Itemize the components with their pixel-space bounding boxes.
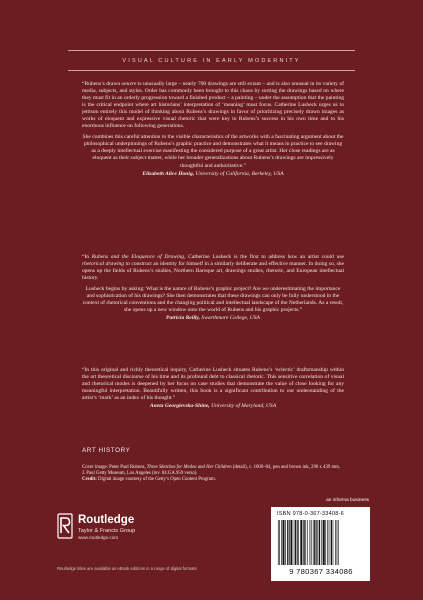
blurb-paragraph-3: “In Rubens and the Eloquence of Drawing, Catherine Lusheck is the first to address how an artist could use rhetorical drawing to construct an identity for himself in a similarly deliberate and effective manner. In doing so, she opens up the fields of Rubens’s studies, Northern Baroque art, drawings studies, rhetoric, and European intellectual history. xyxy=(82,254,345,282)
routledge-mark-icon xyxy=(57,513,73,539)
blurb-paragraph-5: “In this original and richly theoretical inquiry, Catherine Lusheck situates Rubens’s ‘eclectic’ draftsmanship within the art theoretical discourse of his time and its profound debt to classical rhetoric. This sensitive correlation of visual and rhetorical modes is deepened by her focus on case studies that demonstrate the value of close looking for any meaningful interpretation. Beautifully written, this book is a significant contribution to our understanding of the artist’s ‘mark’ as an index of his thought.” xyxy=(82,367,344,402)
endorser-honig: Elizabeth Alice Honig, University of California, Berkeley, USA xyxy=(142,170,284,177)
blurb-reilly xyxy=(82,254,344,322)
publisher-website: www.routledge.com xyxy=(78,535,119,540)
publisher-name: Routledge xyxy=(78,514,135,526)
informa-tagline: an informa business xyxy=(326,498,369,503)
blurb-honig xyxy=(82,81,344,178)
endorser-reilly: Patricia Reilly, Swarthmore College, USA xyxy=(166,315,260,322)
blurb-paragraph-1: “Rubens’s drawn oeuvre is unusually large – nearly 700 drawings are still extant – and is also unusual in its variety of media, subjects, and styles. Order has commonly been brought to this chaos by sorting the drawings based on where they must fit in an orderly progression toward a finished product – a painting – under the assumption that the painting is the critical endpoint where art historians’ interpretation of ‘meaning’ must focus. Catherine Lusheck urges us to jettison entirely this model of thinking about Rubens’s drawings in favor of prioritizing precisely drawn images as works of eloquent and expressive visual rhetoric that were key to Rubens’s success in his own time and to his enormous influence on following generations. xyxy=(82,81,345,130)
barcode-digits: 9 780367 334086 xyxy=(289,567,353,576)
publisher-group: Taylor & Francis Group xyxy=(78,528,136,534)
series-rule xyxy=(68,70,355,71)
cover-credit: Cover image: Peter Paul Rubens, Three Sketches for Medea and Her Children (detail), c. 1600–04, pen and brown ink, 296 x 439 mm. J. Paul Getty Museum, Los Angeles (inv. 84.GA.959 verso). Credit: Digital image courtesy of the Getty’s Open Content Program. xyxy=(82,465,341,483)
barcode-icon xyxy=(277,520,364,565)
blurb-paragraph-4: Lusheck begins by asking: What is the nature of Rubens’s graphic project? Are we underestimating the importance and sophistication of his drawings? She then demonstrates that these drawings can only be fully understood in the context of rhetorical conventions and the changing political and intellectual landscape of the Netherlands. As a result, she opens up a new window onto the world of Rubens and his graphic projects.” xyxy=(82,286,344,314)
routledge-logo xyxy=(57,513,187,553)
ebook-note: Routledge titles are available as eBook editions in a range of digital formats xyxy=(57,566,197,571)
blurb-georgievska xyxy=(82,367,344,410)
barcode-block xyxy=(271,507,370,581)
series-title: VISUAL CULTURE IN EARLY MODERNITY xyxy=(122,58,301,64)
isbn-label: ISBN 978-0-367-33408-6 xyxy=(277,511,344,517)
blurb-paragraph-2: She combines this careful attention to the visible characteristics of the artworks with a fascinating argument about the philosophical underpinnings of Rubens’s graphic practice and demonstrates what it means in practice to see drawing as a deeply intellectual exercise manifesting the considered purpose of a great artist. Her close readings are as eloquent as their subject matter, while her broader generalizations about Rubens’s drawings are impressively thoughtful and authoritative.” xyxy=(82,134,344,169)
subject-category: ART HISTORY xyxy=(82,447,131,454)
top-rule xyxy=(68,50,355,51)
endorser-georgievska: Aneta Georgievska-Shine, University of Maryland, USA xyxy=(149,403,277,410)
